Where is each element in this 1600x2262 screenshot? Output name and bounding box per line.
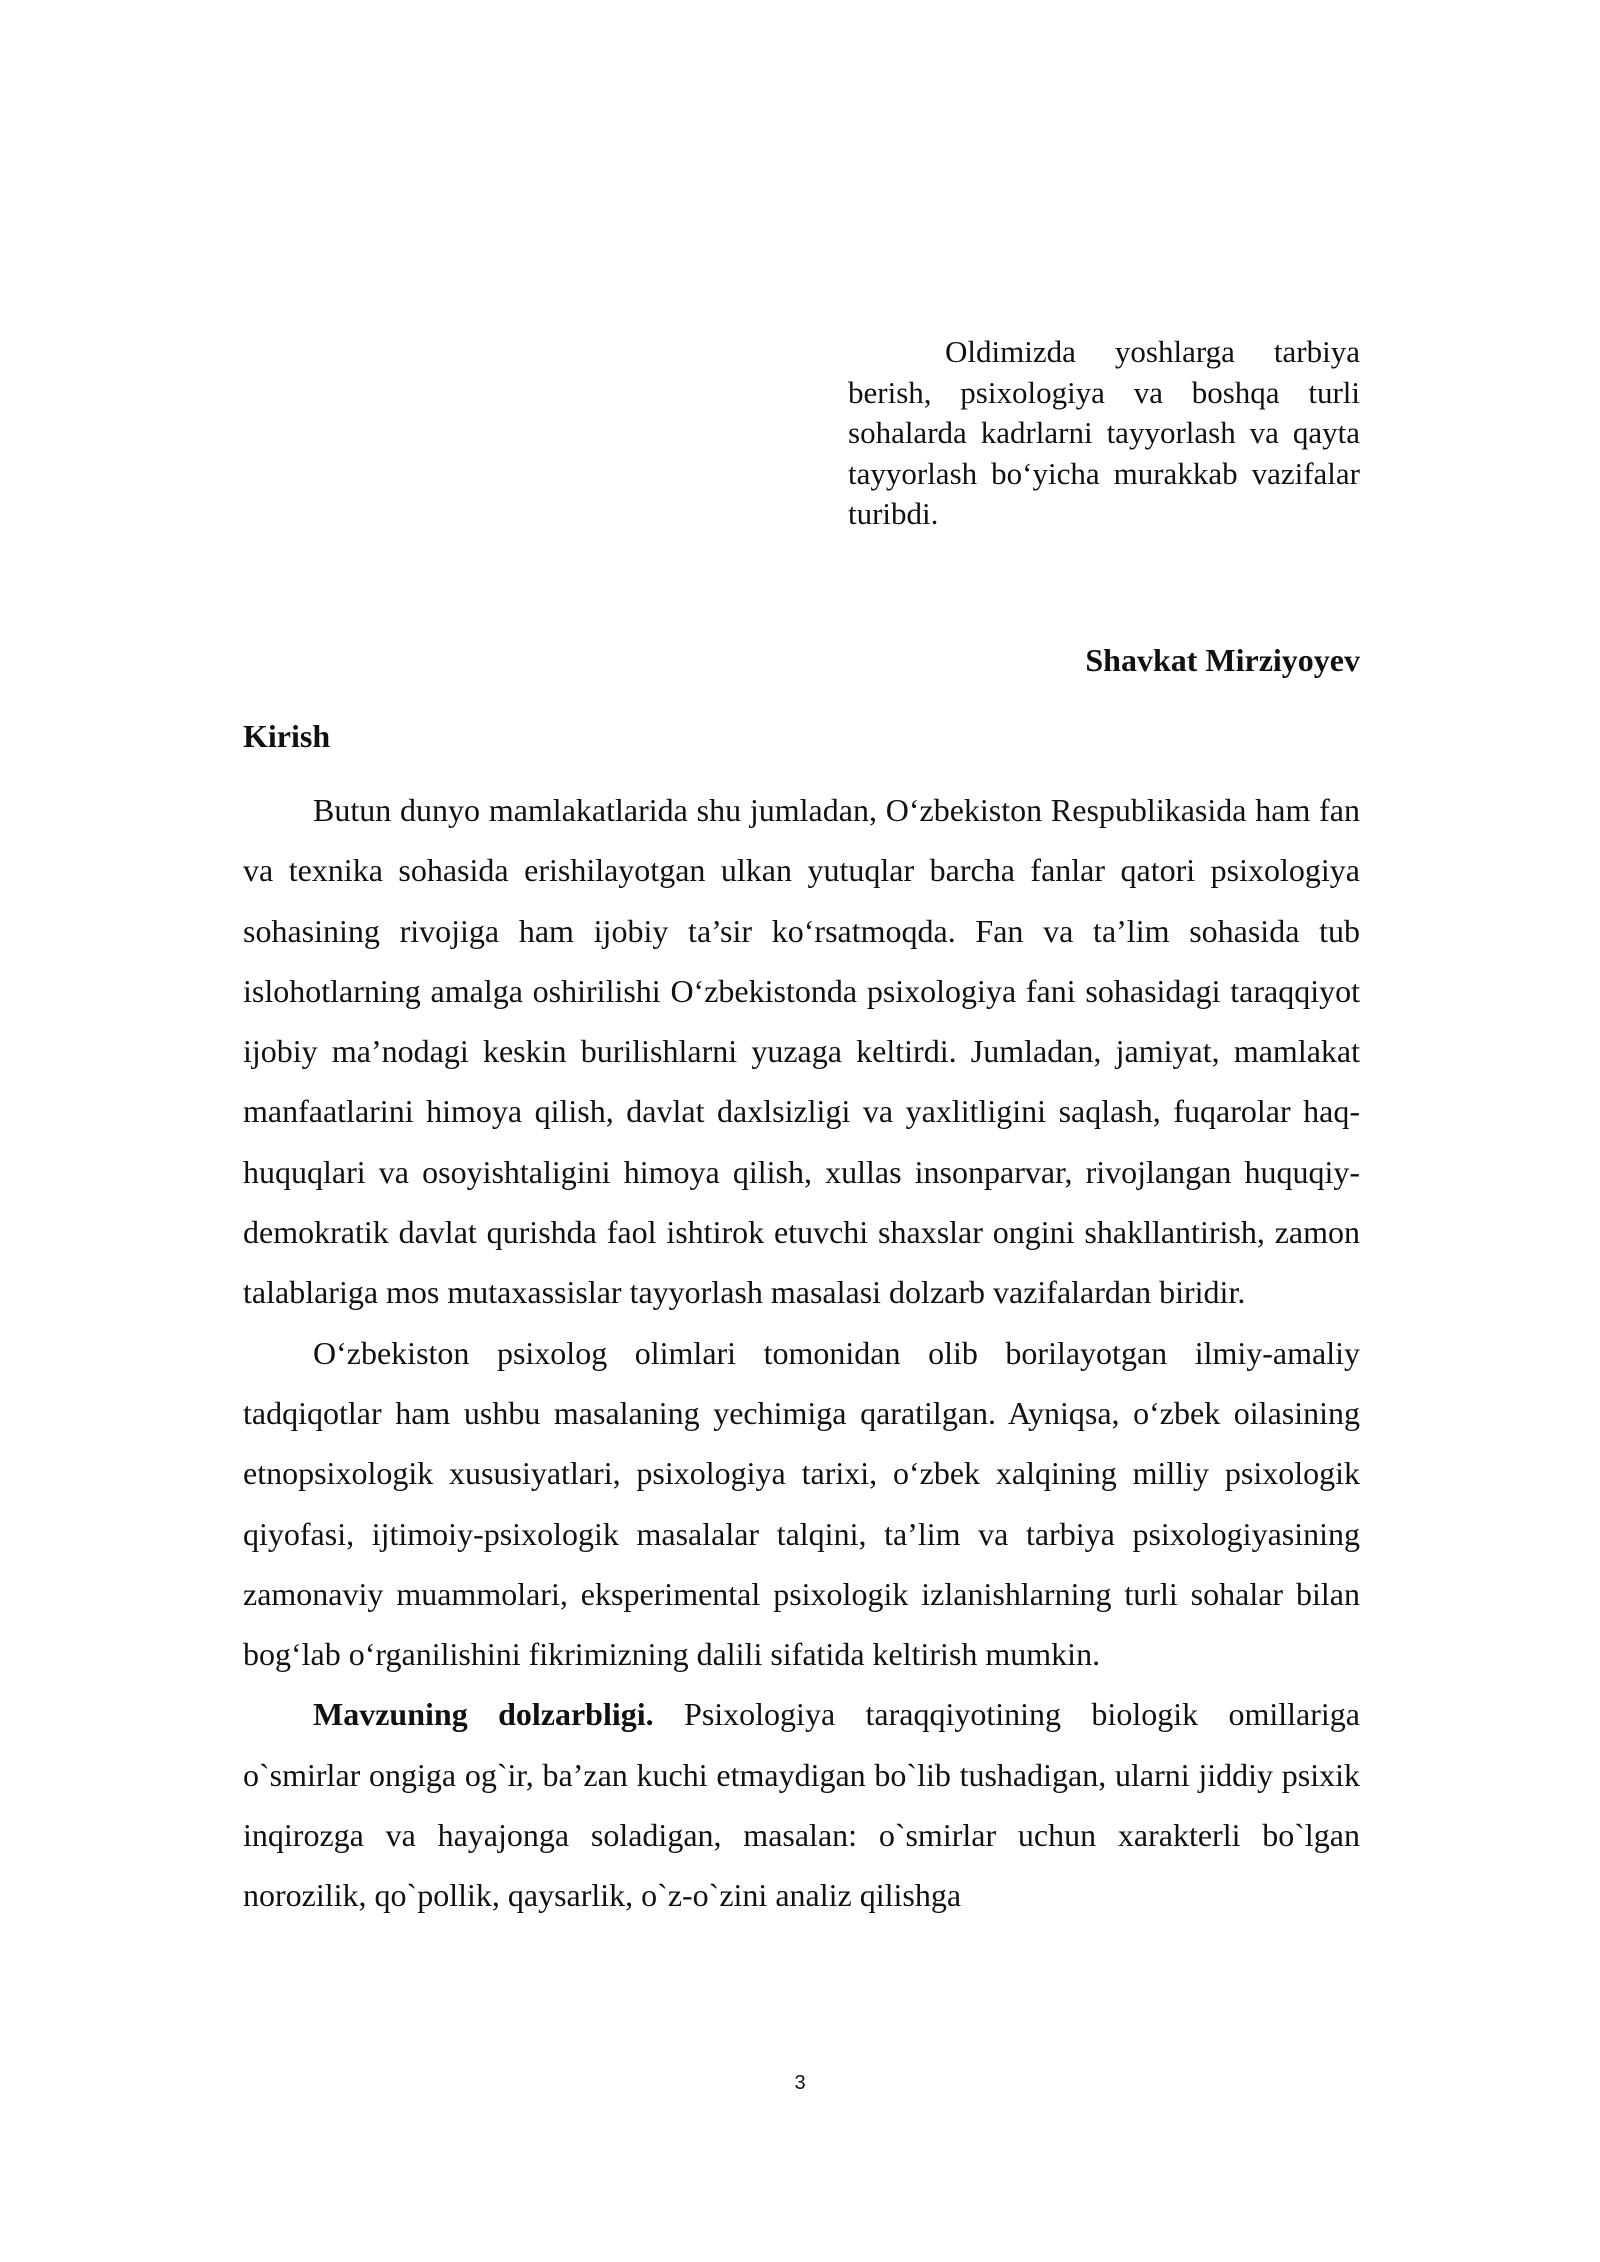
epigraph-author: Shavkat Mirziyoyev — [1085, 642, 1360, 678]
relevance-text: Psixologiya taraqqiyotining biologik omillariga o`smirlar ongiga og`ir, ba’zan kuchi etmaydigan bo`lib tushadigan, ularni jiddiy psixik inqirozga va hayajonga soladigan, masalan: o`smirlar uchun xarakterli bo`lgan norozilik, qo`pollik, qaysarlik, o`z-o`zini analiz qilishga — [243, 1696, 1361, 1914]
relevance-label: Mavzuning dolzarbligi. — [313, 1696, 654, 1733]
epigraph-quote: Oldimizda yoshlarga tarbiya berish, psixologiya va boshqa turli sohalarda kadrlarni tayyorlash va qayta tayyorlash bo‘yicha murakkab vazifalar turibdi. — [848, 334, 1360, 531]
body-paragraph-1: Butun dunyo mamlakatlarida shu jumladan, O‘zbekiston Respublikasida ham fan va texnika sohasida erishilayotgan ulkan yutuqlar barcha fanlar qatori psixologiya sohasining rivojiga ham ijobiy ta’sir ko‘rsatmoqda. Fan va ta’lim sohasida tub islohotlarning amalga oshirilishi O‘zbekistonda psixologiya fani sohasidagi taraqqiyot ijobiy ma’nodagi keskin burilishlarni yuzaga keltirdi. Jumladan, jamiyat, mamlakat manfaatlarini himoya qilish, davlat daxlsizligi va yaxlitligini saqlash, fuqarolar haq-huquqlari va osoyishtaligini himoya qilish, xullas insonparvar, rivojlangan huquqiy-demokratik davlat qurishda faol ishtirok etuvchi shaxslar ongini shakllantirish, zamon talablariga mos mutaxassislar tayyorlash masalasi dolzarb vazifalardan biridir. — [243, 792, 1360, 1311]
page-number: 3 — [794, 2072, 806, 2094]
section-body — [243, 780, 1360, 1926]
section-heading: Kirish — [243, 718, 331, 754]
body-paragraph-2: O‘zbekiston psixolog olimlari tomonidan olib borilayotgan ilmiy-amaliy tadqiqotlar ham ushbu masalaning yechimiga qaratilgan. Ayniqsa, o‘zbek oilasining etnopsixologik xususiyatlari, psixologiya tarixi, o‘zbek xalqining milliy psixologik qiyofasi, ijtimoiy-psixologik masalalar talqini, ta’lim va tarbiya psixologiyasining zamonaviy muammolari, eksperimental psixologik izlanishlarning turli sohalar bilan bog‘lab o‘rganilishini fikrimizning dalili sifatida keltirish mumkin. — [243, 1334, 1360, 1673]
body-paragraph-relevance — [243, 1684, 1360, 1925]
